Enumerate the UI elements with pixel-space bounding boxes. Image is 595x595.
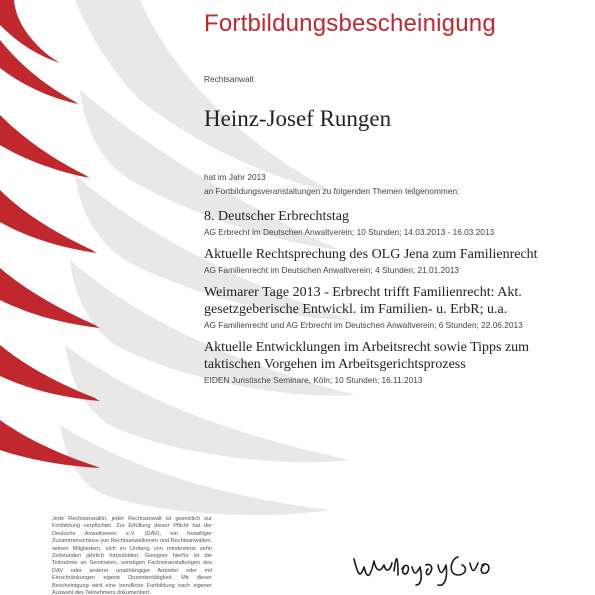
course-title: Aktuelle Rechtsprechung des OLG Jena zum Familienrecht [204, 247, 538, 262]
course-title: Aktuelle Entwicklungen im Arbeitsrecht sowie Tipps zum taktischen Vorgehen im Arbeitsgerichtsprozess [204, 340, 530, 372]
course-title: 8. Deutscher Erbrechtstag [204, 209, 349, 224]
course-item [204, 246, 564, 275]
recipient-name: Heinz-Josef Rungen [204, 106, 392, 131]
red-waves [0, 0, 100, 468]
recipient-role: Rechtsanwalt [204, 74, 254, 84]
certificate-title: Fortbildungsbescheinigung [204, 10, 496, 37]
course-detail: AG Familienrecht und AG Erbrecht im Deutschen Anwaltverein; 6 Stunden; 22.06.2013 [204, 320, 523, 330]
course-item [204, 284, 564, 330]
course-detail: AG Erbrecht im Deutschen Anwaltverein; 10 Stunden; 14.03.2013 - 16.03.2013 [204, 227, 495, 237]
course-detail: AG Familienrecht im Deutschen Anwaltverein; 4 Stunden; 21.01.2013 [204, 265, 460, 275]
course-item [204, 339, 564, 385]
footer-legal-text: Jede Rechtsanwältin, jeder Rechtsanwalt ist gesetzlich zur Fortbildung verpflichtet. Zur Erfüllung dieser Pflicht hat der Deutsche Anwaltverein e.V. (DAV), ein freiwilliger Zusammenschluss von Rechtsanwältinnen und Rechtsanwälten, seinen Mitgliedern, sich im Umfang von mindestens zehn Zeitstunden jährlich fortzubilden. Geeignet hierfür ist die Teilnahme an Seminaren, sonstigen Fachveranstaltungen des DAV oder anderer unabhängiger Anbieter oder mit Einschränkungen eigene Dozententätigkeit. Mit dieser Bescheinigung wird eine berufliche Fortbildung nach eigener Auswahl des Teilnehmers dokumentiert. [52, 516, 212, 595]
course-title: Weimarer Tage 2013 - Erbrecht trifft Familienrecht: Akt. gesetzgeberische Entwickl. im Familien- u. ErbR; u.a. [204, 285, 522, 317]
handwritten-signature [350, 545, 500, 587]
course-detail: EIDEN Juristische Seminare, Köln; 10 Stunden; 16.11.2013 [204, 375, 423, 385]
intro-year-line: hat im Jahr 2013 [204, 172, 266, 182]
course-list [204, 208, 564, 394]
course-item [204, 208, 564, 237]
intro-topics-line: an Fortbildungsveranstaltungen zu folgenden Themen teilgenommen: [204, 186, 460, 196]
